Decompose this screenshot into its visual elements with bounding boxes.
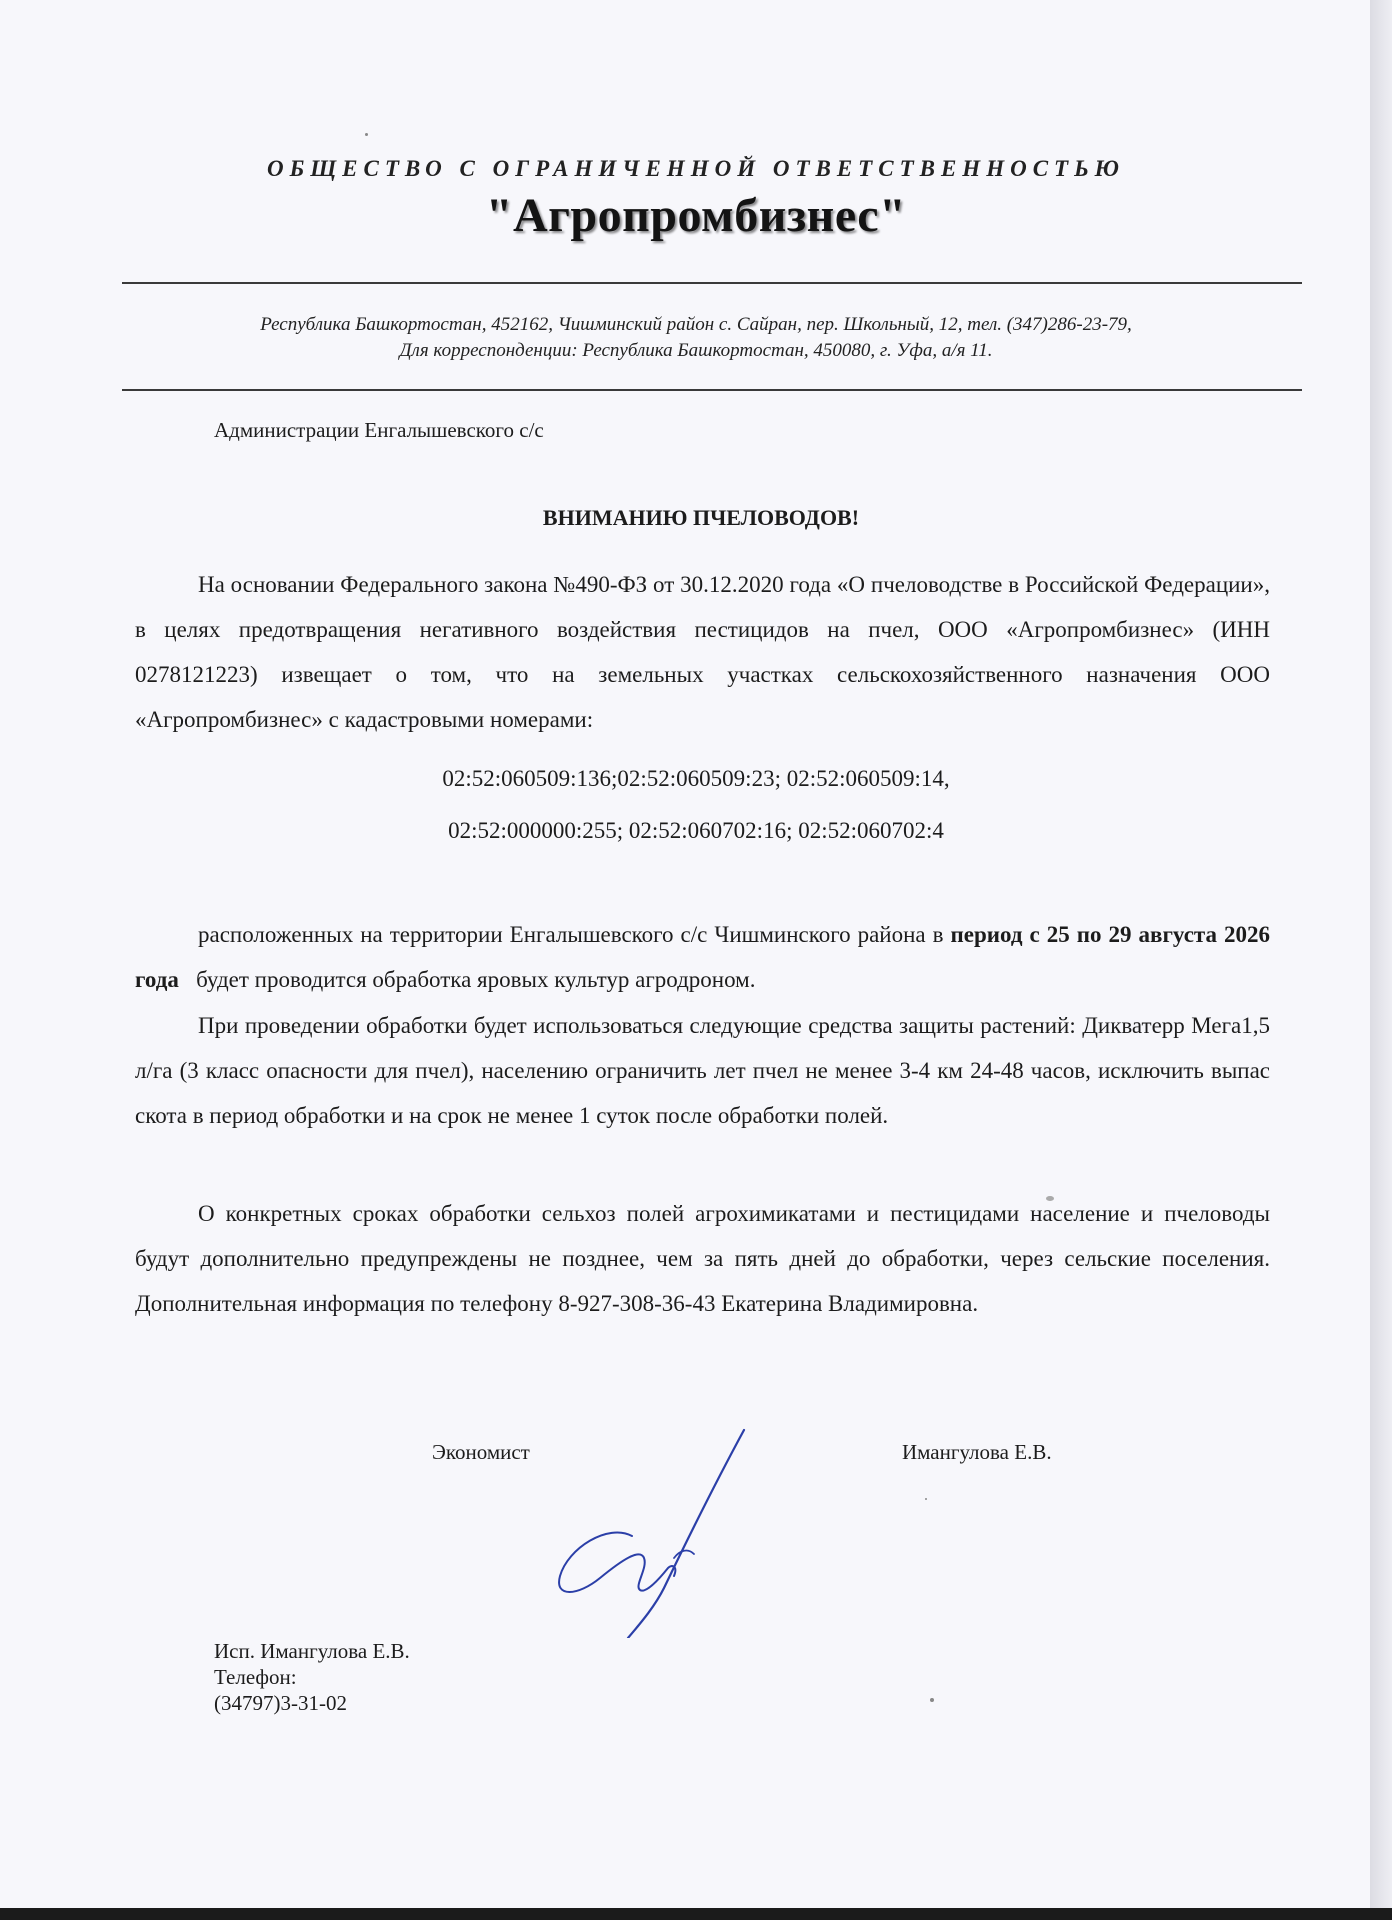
cadastral-numbers-line-1: 02:52:060509:136;02:52:060509:23; 02:52:060509:14,: [442, 766, 950, 791]
org-form-line: ОБЩЕСТВО С ОГРАНИЧЕННОЙ ОТВЕТСТВЕННОСТЬЮ: [267, 156, 1125, 181]
scan-speck: [930, 1698, 934, 1702]
header-rule-bottom: [122, 389, 1302, 391]
signatory-name: Имангулова Е.В.: [902, 1440, 1052, 1464]
paragraph-chemicals: При проведении обработки будет использоваться следующие средства защиты растений: Дикватерр Мега1,5 л/га (3 класс опасности для пчел), населению ограничить лет пчел не менее 3-4 км 24-48 часов, исключить выпас скота в период обработки и на срок не менее 1 суток после обработки полей.: [135, 1013, 1270, 1128]
period-tail-text: будет проводится обработка яровых культур агродроном.: [178, 967, 756, 992]
paragraph-additional-info: О конкретных сроках обработки сельхоз полей агрохимикатами и пестицидами население и пчеловоды будут дополнительно предупреждены не позднее, чем за пять дней до обработки, через сельские поселения. Дополнительная информация по телефону 8-927-308-36-43 Екатерина Владимировна.: [135, 1201, 1270, 1316]
executor-phone-label: Телефон:: [214, 1665, 297, 1689]
paragraph-legal-basis: На основании Федерального закона №490-ФЗ от 30.12.2020 года «О пчеловодстве в Российской Федерации», в целях предотвращения негативного воздействия пестицидов на пчел, ООО «Агропромбизнес» (ИНН 0278121223) извещает о том, что на земельных участках сельскохозяйственного назначения ООО «Агропромбизнес» с кадастровыми номерами:: [135, 572, 1270, 732]
scan-speck: [365, 133, 368, 136]
company-name: "Агропромбизнес": [485, 189, 907, 242]
period-lead-text: расположенных на территории Енгалышевского с/с Чишминского района в: [198, 922, 951, 947]
cadastral-numbers-line-2: 02:52:000000:255; 02:52:060702:16; 02:52:060702:4: [448, 818, 944, 843]
scan-bottom-edge: [0, 1908, 1392, 1920]
scan-right-edge: [1370, 0, 1392, 1920]
header-rule-top: [122, 282, 1302, 284]
handwritten-signature: [548, 1418, 748, 1638]
executor-phone: (34797)3-31-02: [214, 1691, 347, 1715]
signatory-position: Экономист: [432, 1440, 530, 1464]
period-dates: период с 25 по 29 августа 2026 года: [135, 922, 1270, 992]
scan-speck: [925, 1498, 927, 1500]
executor-block: [214, 1638, 410, 1716]
notice-heading: ВНИМАНИЮ ПЧЕЛОВОДОВ!: [542, 505, 860, 530]
recipient: Администрации Енгалышевского с/с: [214, 418, 544, 442]
address-line-1: Республика Башкортостан, 452162, Чишминский район с. Сайран, пер. Школьный, 12, тел. (347)286-23-79,: [260, 314, 1132, 335]
scan-speck: [1046, 1196, 1054, 1201]
executor-name: Исп. Имангулова Е.В.: [214, 1639, 410, 1663]
address-line-2: Для корреспонденции: Республика Башкортостан, 450080, г. Уфа, а/я 11.: [399, 340, 993, 361]
paragraph-period: [135, 912, 1270, 1002]
